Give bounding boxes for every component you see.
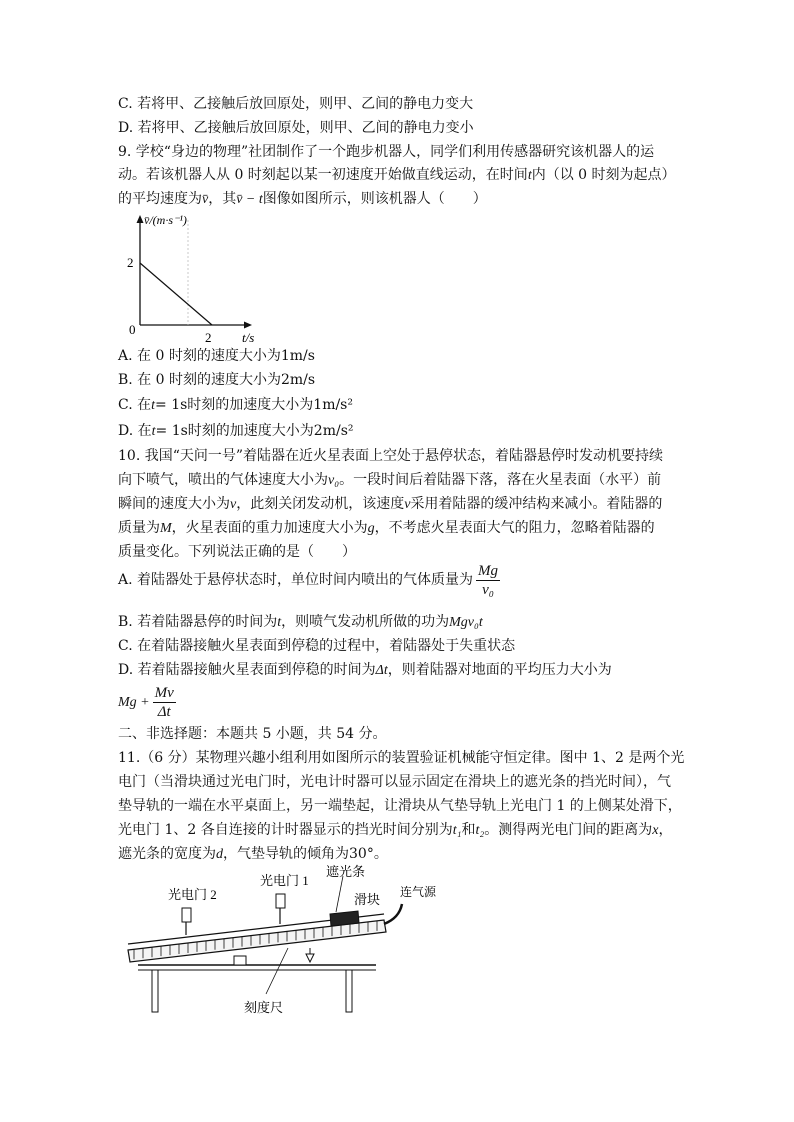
q9-text: 图像如图所示，则该机器人（ ） (262, 191, 487, 207)
vt-line (140, 263, 212, 325)
expr-mg-plus: Mg + (118, 695, 150, 710)
q10-option-a (118, 558, 500, 602)
fraction-denominator: Δt (157, 703, 171, 720)
q10-stem-line5: 质量变化。下列说法正确的是（ ） (118, 544, 356, 560)
q10-text: ，则着陆器对地面的平均压力大小为 (387, 662, 612, 678)
q10-option-c: C. 在着陆器接触火星表面到停稳的过程中，着陆器处于失重状态 (118, 638, 516, 654)
fraction-denominator: v₀ (482, 581, 494, 598)
q9-option-d (118, 421, 354, 442)
q10-text: 向下喷气，喷出的气体速度大小为 (118, 472, 328, 488)
q9-text: C. 在 (118, 397, 152, 413)
air-track-body (128, 920, 386, 962)
leader-ruler (266, 948, 288, 994)
y-tick-label: 2 (127, 255, 134, 270)
q10-option-b (118, 612, 483, 633)
q9-stem-line1: 9. 学校“身边的物理”社团制作了一个跑步机器人，同学们利用传感器研究该机器人的运 (118, 144, 655, 160)
q11-text: ，气垫导轨的倾角为30°。 (223, 846, 388, 862)
q8-option-c: C. 若将甲、乙接触后放回原处，则甲、乙间的静电力变大 (118, 96, 474, 112)
q9-option-a: A. 在 0 时刻的速度大小为1m/s (118, 348, 315, 364)
q10-text: ，此刻关闭发动机，该速度 (236, 496, 405, 512)
var-v0: v₀ (328, 473, 340, 488)
var-vbar-t: v̄ − t (236, 192, 263, 207)
photogate-1 (276, 894, 285, 908)
var-v: v (230, 497, 237, 512)
var-v: v (404, 497, 411, 512)
q9-stem-line3 (118, 189, 487, 210)
var-g: g (367, 521, 375, 536)
q9-text: 内（以 0 时刻为起点） (531, 167, 676, 183)
q10-option-d-expr (118, 680, 176, 725)
q11-stem-line1: 11.（6 分）某物理兴趣小组利用如图所示的装置验证机械能守恒定律。图中 1、2 是两个光 (118, 750, 685, 766)
fraction-numerator: Mv (154, 684, 174, 701)
var-t2: t₂ (475, 823, 485, 838)
expr-mgv0t: Mgv₀t (449, 615, 483, 630)
plumb-weight (306, 948, 314, 962)
var-M: M (160, 521, 172, 536)
q11-text: 和 (461, 822, 476, 838)
q9-option-c (118, 395, 353, 416)
q10-text: 质量为 (118, 520, 160, 536)
label-photogate-1: 光电门 1 (260, 873, 309, 888)
q10-stem-line3 (118, 494, 662, 515)
var-d: d (216, 847, 223, 862)
fraction (476, 562, 500, 599)
table-leg-left (152, 970, 158, 1012)
slider-block (330, 911, 359, 926)
q11-text: 光电门 1、2 各自连接的计时器显示的挡光时间分别为 (118, 822, 453, 838)
var-dt: Δt (375, 663, 388, 678)
q10-option-d (118, 660, 612, 681)
q11-text: ， (658, 822, 673, 838)
fraction (153, 684, 176, 721)
q9-text: 的平均速度为 (118, 191, 202, 207)
q10-text: A. 着陆器处于悬停状态时，单位时间内喷出的气体质量为 (118, 572, 474, 588)
track-support (234, 956, 246, 965)
q11-stem-line3: 垫导轨的一端在水平桌面上，另一端垫起，让滑块从气垫导轨上光电门 1 的上侧某处滑下， (118, 798, 682, 814)
leader-strip (336, 876, 343, 912)
q11-text: 。测得两光电门间的距离为 (484, 822, 653, 838)
q10-text: ，火星表面的重力加速度大小为 (171, 520, 368, 536)
var-t: t (151, 424, 156, 439)
var-t: t (277, 615, 282, 630)
x-axis-arrow (244, 322, 252, 329)
air-hose (384, 904, 402, 924)
section-2-heading: 二、非选择题：本题共 5 小题，共 54 分。 (118, 726, 387, 742)
q11-stem-line2: 电门（当滑块通过光电门时，光电计时器可以显示固定在滑块上的遮光条的挡光时间），气 (118, 774, 671, 790)
q9-text: 动。若该机器人从 0 时刻起以某一初速度开始做直线运动，在时间 (118, 167, 528, 183)
label-light-strip: 遮光条 (326, 864, 366, 879)
q10-text: 瞬间的速度大小为 (118, 496, 230, 512)
q9-option-b: B. 在 0 时刻的速度大小为2m/s (118, 372, 316, 388)
q9-text: = 1s时刻的加速度大小为2m/s² (155, 423, 354, 439)
q10-text: ，则喷气发动机所做的功为 (281, 614, 450, 630)
q10-text: 。一段时间后着陆器下落，落在火星表面（水平）前 (339, 472, 662, 488)
q9-text: D. 在 (118, 423, 152, 439)
var-t1: t₁ (452, 823, 462, 838)
photogate-2 (182, 908, 191, 922)
q10-text: B. 若着陆器悬停的时间为 (118, 614, 278, 630)
q10-text: D. 若着陆器接触火星表面到停稳的时间为 (118, 662, 376, 678)
label-slider: 滑块 (354, 892, 381, 907)
y-axis-arrow (137, 215, 144, 223)
q10-stem-line1: 10. 我国“天问一号”着陆器在近火星表面上空处于悬停状态，着陆器悬停时发动机要持续 (118, 448, 664, 464)
q10-stem-line2 (118, 470, 661, 491)
fraction-numerator: Mg (478, 562, 499, 579)
x-axis-label: t/s (242, 330, 255, 345)
var-vbar: v̄ (202, 192, 209, 207)
y-axis-label: v̄/(m·s⁻¹) (144, 213, 187, 227)
table-leg-right (346, 970, 352, 1012)
label-ruler: 刻度尺 (244, 1000, 284, 1015)
q11-stem-line4 (118, 820, 672, 841)
q8-option-d: D. 若将甲、乙接触后放回原处，则甲、乙间的静电力变小 (118, 120, 474, 136)
q10-stem-line4 (118, 518, 655, 539)
q9-vt-graph (118, 212, 268, 347)
label-air-source: 连气源 (400, 885, 437, 899)
q9-text: = 1s时刻的加速度大小为1m/s² (155, 397, 353, 413)
var-x: x (652, 823, 659, 838)
q11-text: 遮光条的宽度为 (118, 846, 216, 862)
air-track-apparatus-figure (118, 862, 538, 1022)
label-photogate-2: 光电门 2 (168, 887, 217, 902)
q10-text: ，不考虑火星表面大气的阻力，忽略着陆器的 (374, 520, 655, 536)
q9-stem-line2 (118, 165, 676, 186)
origin-label: 0 (129, 322, 136, 337)
var-t: t (151, 398, 156, 413)
x-tick-label: 2 (205, 330, 212, 345)
var-t: t (527, 168, 532, 183)
q10-text: 采用着陆器的缓冲结构来减小。着陆器的 (410, 496, 663, 512)
q9-text: ，其 (208, 191, 237, 207)
